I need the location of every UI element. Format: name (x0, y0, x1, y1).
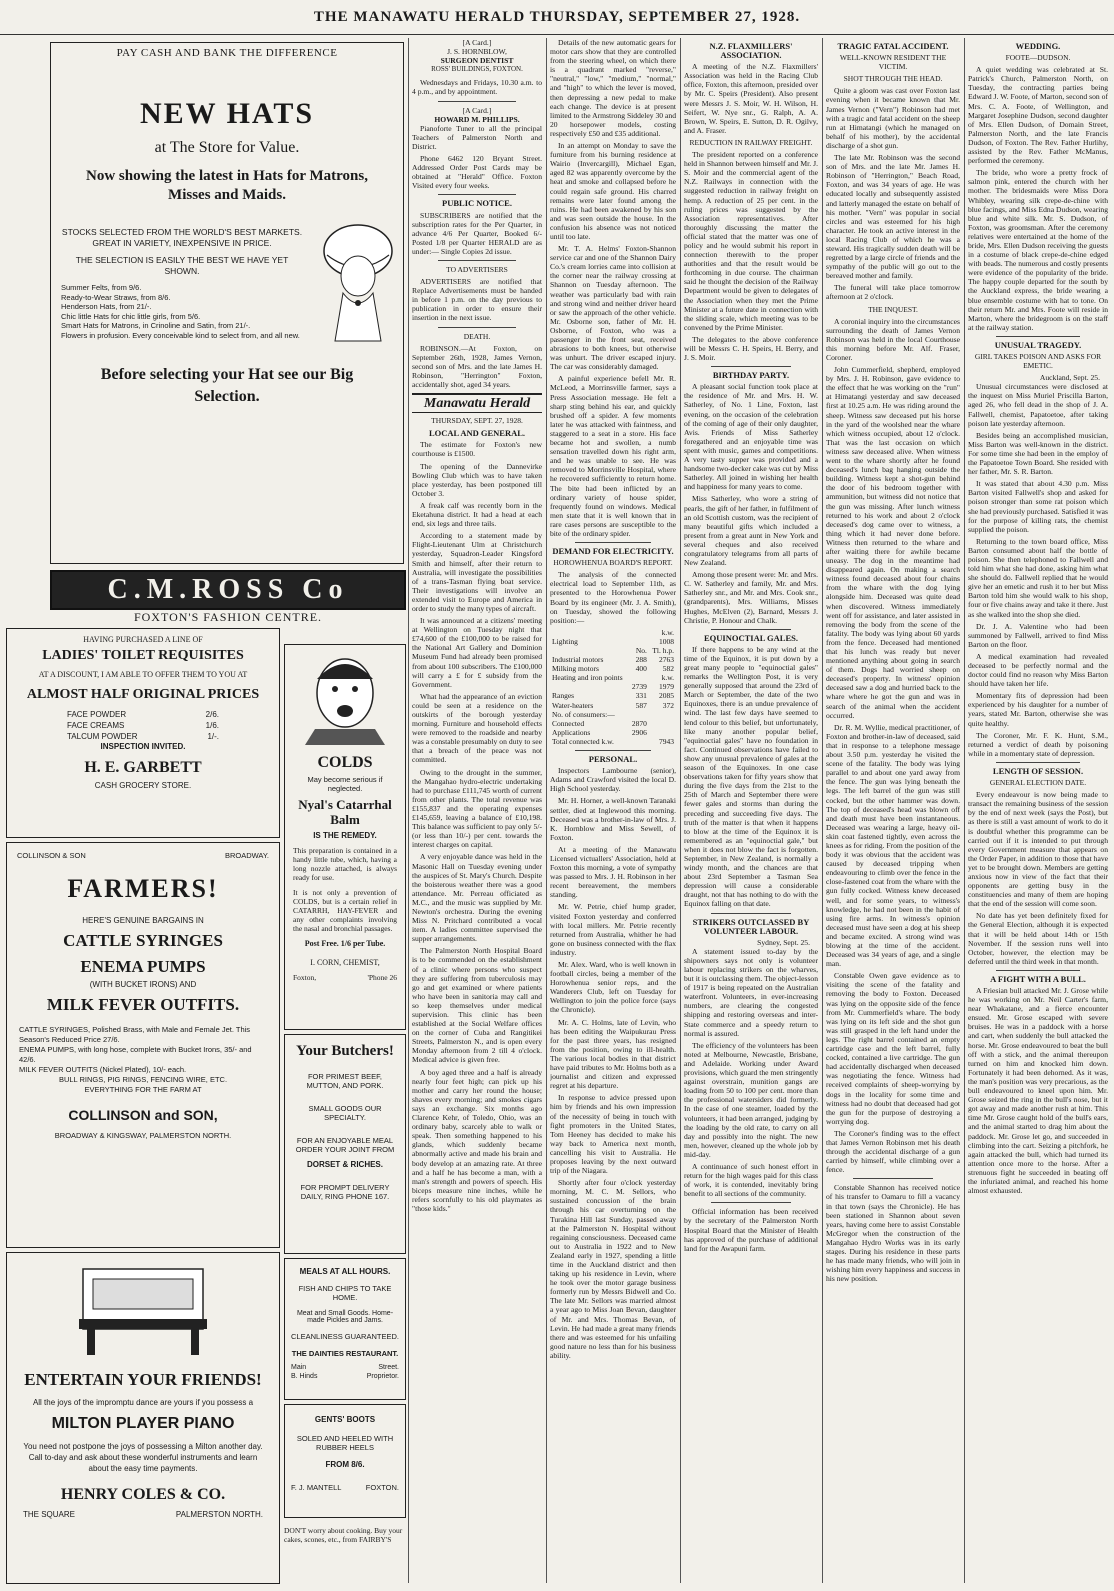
table-row (550, 637, 676, 646)
table-cell: 2870 (631, 718, 647, 728)
hats-item: Smart Hats for Matrons, in Crinoline and Satin, from 21/-. (61, 321, 251, 330)
table-cell: 587 (635, 700, 647, 710)
tragic-para: The late Mr. Robinson was the second son of Mrs. and the late Mr. James H. Robinson of "Herrington," Beach Road, Foxton, and was 34 years of age. He was educated locally and subsequently assisted and latterly managed the estate on behalf of his mother. "Vern" was popular in social circles and was esteemed for his high character. He took an active interest in the local Racing Club of which he was a steward. His tragically sudden death will be regretted by a large circle of friends and the sympathy of the public will go out to the bereaved mother and family. (826, 153, 960, 281)
table-cell (550, 628, 629, 637)
collinson-title: FARMERS! (67, 874, 219, 903)
garbett-item-price: 1/-. (207, 732, 219, 741)
birthday-para: A pleasant social function took place at the residence of Mr. and Mrs. H. W. Satherley, of No. 1 Line, Foxton, last evening, on the occasion of the celebration of the coming of age of their only daughter, Avis. Friends of Miss Satherley foregathered and an enjoyable time was spent with music, games and competitions. A very tasty supper was provided and a handsome two-decker cake was cut by Miss Satherley. All joined in wishing her health and happiness for many years to come. (684, 382, 818, 492)
meals-main: Main (291, 1364, 307, 1371)
card-title: SURGEON DENTIST (440, 56, 514, 66)
wedding-sub: FOOTE—DUDSON. (1005, 53, 1071, 63)
card-address: ROSS' BUILDINGS, FOXTON. (431, 65, 523, 74)
table-cell: k.w. (661, 627, 674, 637)
card-body: Phone 6462 120 Bryant Street. Addressed Order Post Cards may be obtained at "Herald" Office. Foxton Visited every four weeks. (412, 154, 542, 191)
inquest-para: The Coroner's finding was to the effect that James Vernon Robinson met his death through the accidental discharge of a gun carried by himself, while climbing over a fence. (826, 1128, 960, 1175)
tragedy-heading: UNUSUAL TRAGEDY. (994, 339, 1082, 350)
table-cell (550, 682, 629, 691)
table-cell: No. of consumers:— (552, 709, 615, 719)
meals-name: THE DAINTIES RESTAURANT. (291, 1349, 399, 1358)
bull-heading: A FIGHT WITH A BULL. (990, 973, 1086, 984)
piano-l2: MILTON PLAYER PIANO (51, 1415, 235, 1432)
garbett-inv: INSPECTION INVITED. (100, 742, 186, 751)
death-body: ROBINSON.—At Foxton, on September 26th, 1928, James Vernon, second son of Mrs. and the late James H. Robinson, "Herrington" Foxton, accidentally shot, aged 34 years. (412, 343, 542, 389)
collinson-sub: HERE'S GENUINE BARGAINS IN (82, 916, 204, 925)
table-cell: 582 (662, 664, 674, 674)
colds-chemist: I. CORN, CHEMIST, (310, 958, 380, 967)
ross-logo: C.M.ROSS Co (50, 570, 406, 610)
freight-para: The president reported on a conference held in Shannon between himself and Mr. J. S. Moir and the commercial agent of the N.Z. Railways in connection with the suggested reduction in railway freight on hemp. A reduction of 25 per cent. in the ruling prices was suggested by the Association representatives. After thoroughly discussing the matter the official stated that the matter was one of policy and he would submit his report in connection therewith to the proper authorities and that the result would be forthcoming in due course. The chairman said he thought the decision of the Railway Department would be given to delegates of the Association when they met the Prime Minister at a future date in connection with the sliding scale, which meeting was to be convened by the Prime Minister. (684, 150, 818, 332)
table-cell: Applications (552, 727, 591, 737)
tragedy-para: It was stated that about 4.30 p.m. Miss Barton visited Fallwell's shop and asked for poison stronger than some rat poison which she had previously purchased. Satisfied it was for the purpose of killing rats, the chemist supplied the poison. (968, 479, 1108, 534)
collinson-body: EVERYTHING FOR THE FARM AT (84, 1085, 202, 1094)
hats-sub: at The Store for Value. (154, 139, 300, 156)
hats-stocks: STOCKS SELECTED FROM THE WORLD'S BEST MARKETS. GREAT IN VARIETY, INEXPENSIVE IN PRICE. (61, 227, 303, 248)
bull-para: A Friesian bull attacked Mr. J. Grose while he was working on Mr. Neil Carter's farm, near Whakatane, and a fierce encounter ensued. Mr. Grose escaped with severe bruises. He was in a paddock with a horse and cart, when suddenly the bull attacked the horse. Mr. Grose endeavoured to beat the bull off with a stick, and the animal thereupon turned on him and knocked him down. Fortunately it had been dehorned. As it was, the man's position was very precarious, as the bull endeavoured to kneel upon him. Mr. Grose seized the ring in the bull's nose, but it got away and made another rush at him. This time Mr. Grose caught hold of the bull's ears, and the animal started to drag him about the paddock. Mr. Grose let go, and succeeded in climbing into the cart. Seizing a pitchfork, he again attacked the bull, which had turned its attention once more to the horse. After a strenuous fight he succeeded in beating off the infuriated animal, and reached his home almost exhausted. (968, 986, 1108, 1196)
strikers-para: Official information has been received by the secretary of the Palmerston North Hospital Board that the Minister of Health has approved of the purchase of additional land for the Awapuni farm. (684, 1207, 818, 1253)
colds-price: Post Free. 1/6 per Tube. (304, 939, 386, 948)
garbett-item-price: 1/6. (205, 721, 219, 730)
collinson-name: COLLINSON and SON, (68, 1107, 218, 1123)
tragedy-para: Unusual circumstances were disclosed at the inquest on Miss Muriel Priscilla Barton, aged 26, who fell dead in the shop of J. A. Fallwell, chemist, Papatoetoe, after taking poison late yesterday afternoon. (968, 382, 1108, 428)
table-cell: 2906 (631, 727, 647, 737)
butchers-l2: SMALL GOODS OUR SPECIALTY. (308, 1104, 382, 1122)
birthday-para: Miss Satherley, who wore a string of pearls, the gift of her father, in fulfilment of an old Scottish custom, was the recipient of many beautiful gifts which included a present from a great aunt in New York and several cheques and also received congratulatory telegrams from all parts of New Zealand. (684, 494, 818, 568)
local-para: A boy aged three and a half is already nearly four feet high; can pick up his mother and carry her round the house; shaves every morning; and smokes cigars says an exchange. Six months ago Clarence Kehr, of Toledo, Ohio, was an ordinary baby, scarcely able to walk or speak. Then something happened to his glands, which suddenly became abnormally active and made his brain and body develop at an amazing rate. At three and a half he has become a man, with a man's strength and powers of speech. His biceps measure nine inches, while he refers scornfully to his old playmates as "those kids." (412, 1067, 542, 1213)
strikers-para: A continuance of such honest effort in return for the high wages paid for this class of work, it is contended, inevitably bring benefit to all sections of the community. (684, 1161, 818, 1199)
tragic-heading: TRAGIC FATAL ACCIDENT. (837, 41, 949, 51)
table-cell: Lighting (552, 636, 578, 646)
piano-addr-left: THE SQUARE (23, 1510, 76, 1519)
personal-para: Mr. Alex. Ward, who is well known in football circles, being a member of the Horowhenua senior reps, and the Wanderers Club, left on Tuesday for Wellington to join the police force (says the Chronicle). (550, 960, 676, 1015)
colds-title: COLDS (317, 754, 373, 771)
boots-name: F. J. MANTELL (291, 1483, 342, 1492)
table-row (550, 728, 676, 737)
hats-title: NEW HATS (139, 97, 315, 130)
tragedy-para: The Coroner, Mr. F. K. Hunt, S.M., returned a verdict of death by poisoning while in a momentary state of depression. (968, 730, 1108, 758)
flax-heading: N.Z. FLAXMILLERS' ASSOCIATION. (709, 41, 793, 61)
personal-para: Inspectors Lambourne (senior), Adams and Crawford visited the local D. High School yesterday. (550, 766, 676, 794)
colds-body: This preparation is contained in a handy little tube, which, having a long nozzle attached, is always ready for use. (293, 846, 397, 882)
colds-l1: May become serious if neglected. (307, 775, 383, 793)
table-cell: 1008 (659, 636, 674, 646)
local-para: The estimate for Foxton's new courthouse is £1500. (412, 440, 542, 459)
table-cell: No. (635, 646, 647, 655)
birthday-para: Among those present were: Mr. and Mrs. C. W. Satherley and family, Mr. and Mrs. Satherley snr., and Mr. and Mrs. Cook snr., (grandparents), Mrs. Williams, Misses Hughes, McElven (2), Barnard, Messrs J. Christie, P. Honour and Chalk. (684, 570, 818, 625)
piano-title: ENTERTAIN YOUR FRIENDS! (24, 1370, 262, 1389)
collinson-body: CATTLE SYRINGES, Polished Brass, with Male and Female Jet. This Season's Reduced Price 27/6. (19, 1025, 251, 1044)
hats-item: Ready-to-Wear Straws, from 8/6. (61, 292, 171, 302)
table-cell: k.w. (661, 673, 674, 683)
table-row (550, 628, 676, 637)
piano-addr-right: PALMERSTON NORTH. (175, 1510, 263, 1519)
paper-date: THURSDAY, SEPT. 27, 1928. (431, 416, 523, 426)
equinox-heading: EQUINOCTIAL GALES. (704, 632, 798, 643)
hats-item: Flowers in profusion. Every conceivable kind to select from, and all new. (61, 330, 300, 340)
equinox-para: If there happens to be any wind at the time of the Equinox, it is put down by a great many people to "equinoctial gales" remarks the Wellington Post, it is very generally supposed that around the 23rd of March or September, the date of the two Equinoxes, there is an undue prevalence of wind. The last few days have seemed to lend colour to this belief, but unfortunately, like many another popular belief, "equinoctial gales" have no foundation in fact. Continued observations have failed to show any unusual prevalence of gales at the season of the Equinoxes. In one case observations taken for fifty years show that during the five days from the 21st to the 25th of March and September there were fewer gales and storms than during the preceding and succeeding five days. The truth of the matter is that when it happens to blow at the time of the Equinox it is remembered as an "equinoctial gale," but when it does not blow the fact is forgotten. September, in New Zealand, is normally a windy month, and the chances are that about 23rd September a Tasman Sea depression will cause a considerable draught, not that has nothing to do with the Equinox falling on that date. (684, 644, 818, 909)
death-heading: DEATH. (463, 331, 491, 341)
hats-item: Chic little Hats for chic little girls, from 5/6. (61, 311, 201, 321)
tragedy-date: Auckland, Sept. 25. (1039, 373, 1100, 383)
garbett-item-name: FACE CREAMS (67, 721, 125, 730)
tragedy-para: A medical examination had revealed deceased to be perfectly normal and the doctor could find no reason why Miss Barton should have taken her life. (968, 651, 1108, 689)
meals-l4: CLEANLINESS GUARANTEED. (291, 1332, 399, 1341)
session-para: No date has yet been definitely fixed for the General Election, although it is expected that it will be held about 14th or 15th November. If the session runs well into October, however, the election may be deferred until the third week in that month. (968, 911, 1108, 966)
personal-para: At a meeting of the Manawatu Licensed victuallers' Association, held at Foxton this morning, a vote of sympathy was passed to Mrs. J. H. Robinson in her recent bereavement, the members standing. (550, 844, 676, 900)
local-para: What had the appearance of an eviction could be seen at a residence on the outskirts of the borough yesterday morning. Furniture and household effects were removed to the roadside and nearby was a constable presumably on duty to see that a breach of the peace was not committed. (412, 691, 542, 765)
table-cell: 1979 (659, 682, 674, 692)
boots-l3: FROM 8/6. (325, 1460, 365, 1469)
personal-para: Shortly after four o'clock yesterday morning, M. C. M. Sellors, who sustained concussion of the brain through his car overturning on the Turakina Hill last Sunday, passed away at the Palmerston N. Hospital without regaining consciousness. Deceased came out to Australia in 1922 and to New Zealand early in 1927, spending a little time in the Auckland district and then taking up his residence in Levin, where he took over the motor garage business formerly run by Messrs Bidwell and Co. The late Mr. Sellors was married almost a year ago to Miss Joan Bevan, daughter of Mr. and Mrs. Thomas Bevan, of Levin. He had made a great many friends there and was esteemed for his unfailing good nature no less than for his business ability. (550, 1178, 676, 1360)
hats-showing: Now showing the latest in Hats for Matrons, Misses and Maids. (86, 168, 368, 203)
collinson-body: BULL RINGS, PIG RINGS, FENCING WIRE, ETC. (58, 1075, 228, 1084)
session-heading: LENGTH OF SESSION. (992, 765, 1084, 776)
garbett-l3: AT A DISCOUNT, I AM ABLE TO OFFER THEM TO YOU AT (38, 670, 248, 679)
card-name: J. S. HORNBLOW, (447, 47, 507, 57)
news-para: Details of the new automatic gears for motor cars show that they are controlled from the steering wheel, on which there is a quadrant marked "reverse," "neutral," "low," "medium," "normal," and "high" to which the lever is moved, then depressing a new pedal to make each change. The device is at present limited to the Armstrong Siddeley 30 and 20 horsepower models, costing respectively £50 and £35 additional. (550, 38, 676, 138)
collinson-h1: CATTLE SYRINGES (63, 931, 223, 950)
ross-tagline: FOXTON'S FASHION CENTRE. (133, 610, 323, 624)
collinson-h3: MILK FEVER OUTFITS. (46, 995, 240, 1014)
table-cell: Heating and iron points (552, 673, 623, 683)
birthday-heading: BIRTHDAY PARTY. (712, 370, 790, 381)
column-4 (550, 38, 676, 1583)
piano-l3: You need not postpone the joys of possessing a Milton another day. Call to-day and ask about these wonderful instruments and learn about the easy time payments. (23, 1442, 263, 1473)
piano-advert (6, 1252, 280, 1584)
colds-place: Foxton, (293, 973, 317, 982)
table-cell: Water-heaters (552, 700, 594, 710)
freight-heading: REDUCTION IN RAILWAY FREIGHT. (689, 137, 813, 147)
table-cell (629, 710, 649, 719)
table-cell: Connected (552, 718, 585, 728)
garbett-l4: ALMOST HALF ORIGINAL PRICES (26, 687, 260, 702)
electricity-body: The analysis of the connected electrical load to September 11th, as presented to the Horowhenua Power Board by its engineer (Mr. J. A. Smith), on Tuesday, showed the following position:— (550, 570, 676, 625)
butchers-advert (284, 1034, 406, 1254)
notice-heading: PUBLIC NOTICE. (442, 198, 512, 209)
strikers-heading: STRIKERS OUTCLASSED BY VOLUNTEER LABOUR. (692, 916, 810, 936)
table-row (550, 673, 676, 682)
inquest-para: Dr. R. M. Wyllie, medical practitioner, of Foxton and brother-in-law of deceased, said that in response to a telephone message about 3.50 p.m. yesterday he visited the scene of the fatality. The body was lying parallel to and about one yard away from the fence. The gun was lying beneath the legs. The left barrel of the gun was still cocked, but the other hammer was down. The top of deceased's head was blown off and death must have been instantaneous. Deceased was wearing a large, heavy oil-skin coat fastened tightly, even across the knees as for riding. From the position of the body it was obvious that the accident was caused by deceased tripping when endeavouring to climb over the fence in the close-fastened coat from the whare with the gun fully cocked. Witness knew deceased well, and for some years, to witness's knowledge, he had not been in the habit of using fire arms. In witness's opinion deceased must have seen a dog at his sheep and became excited. A strong wind was blowing at the time of the accident. Deceased was 34 years of age, and a single man. (826, 722, 960, 969)
column-rule (408, 38, 409, 1583)
table-cell (550, 646, 629, 655)
tragedy-para: Dr. J. A. Valentine who had been summoned by Fallwell, arrived to find Miss Barton on the floor. (968, 621, 1108, 649)
wedding-heading: WEDDING. (1015, 41, 1061, 51)
colds-phone: 'Phone 26 (367, 973, 397, 982)
table-cell: 372 (662, 700, 674, 710)
sneezing-man-illustration (285, 649, 405, 750)
inquest-para: Constable Owen gave evidence as to visiting the scene of the fatality and removing the body to Foxton. Deceased was lying on the opposite side of the fence from Mr. Cummerfield's whare. The body was lying on its left side and the shot gun was still grasped in the left hand under the legs. The right barrel contained an empty cartridge case and the left barrel, fully cocked, contained a live cartridge. The gun had accidentally discharged when deceased was negotiating the fence. Witness had received complaints of sheep-worrying by dogs in the locality for some time and witness had no doubt that deceased had got the gun for the purpose of destroying a worrying dog. (826, 971, 960, 1126)
piano-name: HENRY COLES & CO. (60, 1486, 226, 1503)
notice-body: SUBSCRIBERS are notified that the subscription rates for the Per Quarter, in advance 4/6 Per Quarter, Booked 6/- Posted 1/8 per Quarter HERALD are as under:— Single Copies 2d issue. (412, 210, 542, 256)
masthead: THE MANAWATU HERALD THURSDAY, SEPTEMBER 27, 1928. (313, 9, 801, 25)
collinson-advert (6, 842, 280, 1248)
inquest-para: Constable Shannon has received notice of his transfer to Oamaru to fill a vacancy in that town (says the Chronicle). He has been stationed in Shannon about seven years, having come here to assist Constable McGregor when the construction of the Mangahao Hydro Works was in its early stages. During his residence in these parts he has made many friends, who will join in wishing him every happiness and success in his new position. (826, 1183, 960, 1284)
collinson-body: ENEMA PUMPS, with long hose, complete with Bucket Irons, 35/- and 42/6. (19, 1045, 252, 1064)
tragedy-para: Returning to the town board office, Miss Barton consumed about half the bottle of poison. She then telephoned to Fallwell and told him what she had done, asking him what she should do. Fallwell replied that he would give her an emetic and rush it to her but Miss Barton told him she would walk to his shop, four or five chains away and take it there. Just as she walked into the shop she died. (968, 536, 1108, 619)
inquest-heading: THE INQUEST. (868, 304, 918, 314)
card-body: Pianoforte Tuner to all the principal Teachers of Palmerston North and District. (412, 123, 542, 151)
hats-closing: Before selecting your Hat see our Big Selection. (100, 366, 354, 405)
card-tag: [A Card.] (462, 105, 492, 115)
personal-para: Mr. A. C. Holms, late of Levin, who has been editing the Waipukurau Press for the past three years, has resigned from the position, owing to ill-health. The various local bodies in that district have paid tributes to Mr. Holms both as a journalist and citizen and expressed regret at his departure. (550, 1017, 676, 1091)
news-para: In an attempt on Monday to save the furniture from his burning residence at Wairio (Invercargill), Michael Egan, aged 82 was apparently overcome by the heat and smoke and collapsed before he could regain safe ground. His charred remains were later found among the ruins. He had been awakened by his son and was seen outside the house. In the confusion his absence was not noticed until too late. (550, 141, 676, 241)
butchers-title: Your Butchers! (296, 1043, 394, 1059)
garbett-store: CASH GROCERY STORE. (94, 781, 192, 790)
meals-advert (284, 1258, 406, 1400)
table-cell (629, 673, 649, 682)
hat-lady-illustration (313, 221, 403, 356)
garbett-advert (6, 628, 280, 838)
table-row (550, 682, 676, 691)
local-para: The Palmerston North Hospital Board is to be commended on the establishment of a clinic where persons who suspect they are suffering from tuberculosis may go and get examined or where patients who have been in sanitoria may call and so keep themselves under medical supervision. This clinic has been established at the Social Welfare offices on the corner of Cuba and Rangitikei Streets, Palmerston N., and is open every Monday afternoon from 2 till 4 o'clock. Medical advice is given free. (412, 946, 542, 1065)
advertisers-heading: TO ADVERTISERS (446, 264, 508, 274)
table-cell: Ranges (552, 691, 575, 701)
advertisers-body: ADVERTISERS are notified that Replace Advertisements must be handed in before 1 p.m. on the day previous to publication in order to ensure their insertion in the next issue. (412, 277, 542, 323)
table-row (550, 701, 676, 710)
table-cell (649, 710, 676, 719)
dont-worry-notice: DON'T worry about cooking. Buy your cakes, scones, etc., from FAIRBY'S (284, 1526, 403, 1544)
meals-l3: Meat and Small Goods. Home-made Pickles and Jams. (296, 1310, 394, 1324)
card-tag: [A Card.] (462, 38, 492, 47)
boots-advert (284, 1404, 406, 1518)
tragic-sub: WELL-KNOWN RESIDENT THE VICTIM. (839, 53, 947, 72)
table-row (550, 655, 676, 664)
collinson-h2: ENEMA PUMPS (80, 957, 206, 976)
hats-item: Summer Felts, from 9/6. (61, 283, 142, 292)
piano-l1: All the joys of the impromptu dance are yours if you possess a (32, 1398, 254, 1407)
table-cell: 2763 (659, 655, 674, 665)
wedding-para: A quiet wedding was celebrated at St. Patrick's Church, Palmerston North, on Tuesday, the contracting parties being Edward J. W. Foote, of Marton, second son of Mrs. C. A. Foote, of Wellington, and Margaret Josephine Dudson, second daughter of Mrs. Ellen Dudson, of Domain Street, Palmerston North, and the late Francis Dudson, of Foxton. The Rev. Father Hurlihy, assisted by the Rev. Father McManus, performed the ceremony. (968, 65, 1108, 166)
colds-remedy: IS THE REMEDY. (313, 831, 377, 840)
colds-advert (284, 644, 406, 1030)
flax-para: A meeting of the N.Z. Flaxmillers' Association was held in the Racing Club office, Foxton, this afternoon, presided over by Mr. C. Speirs (President). Also present were Messrs J. S. Moir, W. H. Wilson, H. Seifert, W. Nye snr., G. Ralph, A. A. Brown, W. Speirs, E. Sutton, D. R. Ogilvy, and A. Fraser. (684, 62, 818, 135)
meals-l1: MEALS AT ALL HOURS. (299, 1267, 391, 1276)
freight-para: The delegates to the above conference will be Messrs C. H. Speirs, H. Berry, and J. S. Moir. (684, 334, 818, 363)
tragic-para: Quite a gloom was cast over Foxton last evening when it became known that Mr. James Vernon ("Vern") Robinson had met with a tragic and fatal accident on the sheep run at Himatangi (which he managed on behalf of his mother), by the accidental discharge of a shot gun. (826, 86, 960, 150)
garbett-item-price: 2/6. (205, 710, 219, 719)
table-cell (649, 728, 676, 737)
colds-name: Nyal's Catarrhal Balm (298, 797, 392, 827)
personal-heading: PERSONAL. (588, 754, 638, 765)
table-row (550, 646, 676, 655)
table-cell (649, 719, 676, 728)
boots-l2: SOLED AND HEELED WITH RUBBER HEELS (296, 1434, 394, 1452)
piano-illustration (73, 1259, 213, 1364)
table-cell (629, 628, 649, 637)
table-row (550, 737, 676, 746)
table-cell: 2739 (631, 682, 647, 692)
local-heading: LOCAL AND GENERAL. (428, 428, 526, 439)
tragic-para: The funeral will take place tomorrow afternoon at 2 o'clock. (826, 283, 960, 302)
garbett-l2: LADIES' TOILET REQUISITES (42, 648, 244, 663)
table-row (550, 664, 676, 673)
table-cell (629, 737, 649, 746)
garbett-l1: HAVING PURCHASED A LINE OF (83, 635, 203, 644)
collinson-top-left: COLLINSON & SON (17, 851, 86, 860)
collinson-addr: BROADWAY & KINGSWAY, PALMERSTON NORTH. (54, 1131, 232, 1140)
boots-l1: GENTS' BOOTS (314, 1415, 376, 1424)
news-para: A painful experience befell Mr. R. McLeod, a Morrinsville farmer, says a Press Association message. He felt a sharp sting behind his ear, and quickly brushed off a spider. A few moments later he was attacked with faintness, and staggered to a seat in a store. His face became hot and swollen, a numb sensation travelled down his right arm, and he was unable to see. He was removed to Morrinsville Hospital, where he recovered sufficiently to return home. The bite had been inflicted by an ordinary variety of house spider, frequently found on windows. Medical men state that it is well known that in rare cases persons are susceptible to the bite of the ordinary spider. (550, 374, 676, 538)
hats-advert (50, 42, 404, 564)
table-cell (629, 637, 649, 646)
table-cell: Milking motors (552, 664, 599, 674)
meals-l2: FISH AND CHIPS TO TAKE HOME. (298, 1284, 392, 1302)
tragic-sub2: SHOT THROUGH THE HEAD. (843, 74, 943, 84)
column-rule (822, 38, 823, 1583)
table-row (550, 710, 676, 719)
table-cell: Tl. h.p. (652, 646, 674, 655)
electricity-table (550, 628, 676, 746)
wedding-para: The bride, who wore a pretty frock of salmon pink, entered the church with her mother. The bridesmaids were Miss Dora Whibley, wearing silk crepe-de-chine with blue facings, and Miss Edna Dudson, wearing blue and white silk. Mr. S. Dudson, of Foxton, was groomsman. After the ceremony relatives were entertained at the home of the bride, Mrs. Ellen Dudson receiving the guests in a costume of black crepe-de-chine edged with beads. The numerous and costly presents were evidence of the popularity of the bride. The happy couple departed for the south by the Auckland express, the bride wearing a blue ensemble costume with hat to tone. On their return Mr. and Mrs. Foote will reside in Marton, where the bridegroom is on the staff at the railway station. (968, 168, 1108, 332)
hats-selection: THE SELECTION IS EASILY THE BEST WE HAVE YET SHOWN. (75, 255, 289, 276)
table-cell: 400 (635, 664, 647, 674)
tragedy-para: Besides being an accomplished musician, Miss Barton was well-known in the district. For some time she had been in the employ of the Papatoetoe Town Board. She resided with her father, Mr. S. R. Barton. (968, 430, 1108, 477)
news-para: Mr. T. A. Helms' Foxton-Shannon service car and one of the Shannon Dairy Co.'s cream lorries came into collision at the corner near the railway crossing at Shannon on Tuesday afternoon. The weather was particularly bad with rain and strong wind and neither driver heard or saw the approach of the other vehicle. Mr. Osborne son, father of Mr. H. Osborne, of Foxton, who was a passenger in the front seat, received abrasions to both knees, but otherwise was unhurt. The driver escaped injury. The car was considerably damaged. (550, 244, 676, 372)
tragedy-para: Momentary fits of depression had been experienced by his daughter for a number of years, stated Mr. Barton, otherwise she was quite healthy. (968, 691, 1108, 728)
column-rule (964, 38, 965, 1583)
local-para: Owing to the drought in the summer, the Mangahao hydro-electric undertaking had to purchase £111,745 worth of current from other plants. The total revenue was £155,837 and the operating expenses £145,659, leaving a balance of £10,198. This balance was sufficient to pay only 5/- (or less than 10/-) per cent. towards the interest charges on capital. (412, 767, 542, 850)
session-sub: GENERAL ELECTION DATE. (989, 778, 1087, 788)
collinson-body: MILK FEVER OUTFITS (Nickel Plated), 10/- each. (19, 1065, 187, 1074)
paper-name: Manawatu Herald (423, 396, 531, 412)
card-body: Wednesdays and Fridays, 10.30 a.m. to 4 p.m., and by appointment. (412, 78, 542, 97)
local-para: It was announced at a citizens' meeting at Wellington on Tuesday night that £74,600 of the £100,000 to be raised for the National Art Gallery and Dominion Museum Fund had already been promised from about 100 subscribers. The £100,000 will carry a £ for £ subsidy from the Government. (412, 616, 542, 689)
table-cell: Total connected k.w. (552, 736, 614, 746)
butchers-l1: FOR PRIMEST BEEF, MUTTON, AND PORK. (306, 1072, 384, 1090)
personal-para: Mr. W. Petrie, chief hump grader, visited Foxton yesterday and conferred with local millers. Mr. Petrie recently returned from Australia, whither he had gone on business connected with the flax industry. (550, 902, 676, 957)
local-para: A freak calf was recently born in the Eketahuna district. It had a head at each end, six legs and three tails. (412, 500, 542, 529)
garbett-item-name: TALCUM POWDER (67, 732, 138, 741)
column-7 (968, 38, 1108, 1583)
boots-place: FOXTON. (365, 1483, 399, 1492)
table-cell: 7943 (659, 736, 674, 746)
column-3 (412, 38, 542, 1583)
column-rule (546, 38, 547, 1583)
electricity-sub: HOROWHENUA BOARD'S REPORT. (553, 558, 673, 568)
column-5 (684, 38, 818, 1583)
garbett-name: H. E. GARBETT (84, 759, 202, 776)
personal-para: In response to advice pressed upon him by friends and his own impression of the necessity of being in touch with fight promoters in the United States, Tom Heeney has decided to make his way back to America next month, cancelling his visit to Australia. He proposes leaving by the next outward trip of the Niagara. (550, 1093, 676, 1176)
butchers-l3: FOR AN ENJOYABLE MEAL ORDER YOUR JOINT FROM (295, 1136, 395, 1154)
table-cell: 2085 (659, 691, 674, 701)
table-cell: 331 (635, 691, 647, 701)
electricity-heading: DEMAND FOR ELECTRICITY. (552, 546, 674, 557)
column-6 (826, 38, 960, 1583)
colds-body2: It is not only a prevention of COLDS, but is a certain relief in CATARRH, HAY-FEVER and any other complaints involving the nasal and bronchial passages. (293, 888, 397, 933)
inquest-para: John Cummerfield, shepherd, employed by Mrs. J. H. Robinson, gave evidence to the effect that he was working on the "run" at Himatangi yesterday and saw deceased first at 10.25 a.m. He was riding around the sheep. Witness saw deceased put his horse in the yard of the woolshed near the whare which witness occupied, about 12 o'clock. That was the last occasion on which witness saw deceased alive. When witness went to the whare shortly after he found deceased's lunch bag hanging outside the building. Witness kept a shot-gun behind the door of his bedroom together with ammunition, but witness did not notice that the gun was missing. After lunch witness returned to his work and about 2 o'clock deceased's dog came over to witness, a thing which it had never done before. Witness then returned to the whare and after waiting there for awhile became uneasy. The dog in the meantime had disappeared again. On making a search witness found deceased about four chains from the whare with the dog lying alongside him. Deceased was quite dead when discovered. Witness immediately went off for assistance, and later assisted in removing the body from the scene of the fatality. The body was lying about 60 yards from the fence. Deceased had mentioned that his lunch was ready but never mentioned anything about going in search of them. Dogs had worried sheep on deceased's property. In witness' opinion deceased saw a dog and hurried back to the whare where he got the gun and was in search of the animal when the accident occurred. (826, 365, 960, 720)
local-para: The opening of the Dannevirke Bowling Club which was to have taken place yesterday, has been postponed till October 3. (412, 461, 542, 498)
collinson-top-right: BROADWAY. (224, 851, 269, 860)
garbett-item-name: FACE POWDER (67, 710, 127, 719)
meals-street: Street. (378, 1364, 399, 1371)
strikers-para: A statement issued to-day by the shipowners says not only is volunteer labour replacing strikers on the wharves, but it is outclassing them. The object-lesson of 1917 is being repeated on the Australian waterfront. Volunteers, in ever-increasing numbers, are clearing the congested shipping and restoring overseas and inter-State commerce and a speedy return to normal is assured. (684, 946, 818, 1038)
table-cell: 288 (635, 655, 647, 665)
strikers-date: Sydney, Sept. 25. (757, 937, 810, 947)
local-para: According to a statement made by Flight-Lieutenant Ulm at Christchurch yesterday, Squadron-Leader Kingsford Smith and himself, after their return to Australia, will investigate the possibilities of a trans-Tasman flying boat service. Their investigations will involve an extended visit to Europe and America in order to study the many types of aircraft. (412, 531, 542, 613)
hats-banner: PAY CASH AND BANK THE DIFFERENCE (116, 47, 338, 59)
local-para: A very enjoyable dance was held in the Masonic Hall on Tuesday evening under the auspices of St. Mary's Church. Despite the boisterous weather there was a good attendance. Mr. Perreau officiated as M.C., and the music was supplied by Mr. Newton's orchestra. During the evening Miss N. Pritchard contributed a vocal item. A ladies committee supervised the supper arrangements. (412, 852, 542, 944)
collinson-h2-sub: (WITH BUCKET IRONS) AND (89, 980, 197, 989)
butchers-l4: FOR PROMPT DELIVERY DAILY, RING PHONE 167. (300, 1183, 390, 1201)
table-row (550, 691, 676, 700)
meals-owner: B. Hinds (291, 1373, 318, 1380)
masthead-rule (0, 34, 1114, 35)
strikers-para: The efficiency of the volunteers has been noted at Melbourne, Newcastle, Brisbane, and Adelaide. Working under Award provisions, which guard the men stringently against overstrain, munition gangs are loading from 50 to 100 per cent. more than the professional watersiders did formerly. In the case of one steamer, loaded by the volunteers, it had been arranged, judging by the loading by the old rate, to carry on all day and possibly into the night. The new men, however, cleaned up the whole job by mid-day. (684, 1040, 818, 1159)
card-name: HOWARD M. PHILLIPS. (434, 114, 520, 124)
table-row (550, 719, 676, 728)
hats-item: Henderson Hats, from 21/-. (61, 302, 152, 311)
butchers-name: DORSET & RICHES. (306, 1160, 383, 1169)
tragedy-sub: GIRL TAKES POISON AND ASKS FOR EMETIC. (974, 352, 1102, 371)
inquest-para: A coronial inquiry into the circumstances surrounding the death of James Vernon Robinson was held in the local Courthouse this morning before Mr. Alf. Fraser, Coroner. (826, 316, 960, 362)
meals-prop: Proprietor. (366, 1373, 399, 1380)
table-cell: Industrial motors (552, 655, 604, 665)
personal-para: Mr. H. Horner, a well-known Taranaki settler, died at Inglewood this morning. Deceased was a brother-in-law of Mrs. J. K. Hornblow and Miss Sewell, of Foxton. (550, 796, 676, 842)
session-para: Every endeavour is now being made to transact the remaining business of the session by the end of next week (says the Post), but as there is still a vast amount of work to do it is doubtful whether this programme can be carried out if it is intended to put through every Government measure that appears on the Order Paper, in addition to those that have yet to be brought down. Members are getting anxious now in view of the fact that their opponents are getting busy in the constituencies and many of them are hoping that the end of the session will come soon. (968, 790, 1108, 909)
column-rule (680, 38, 681, 1583)
